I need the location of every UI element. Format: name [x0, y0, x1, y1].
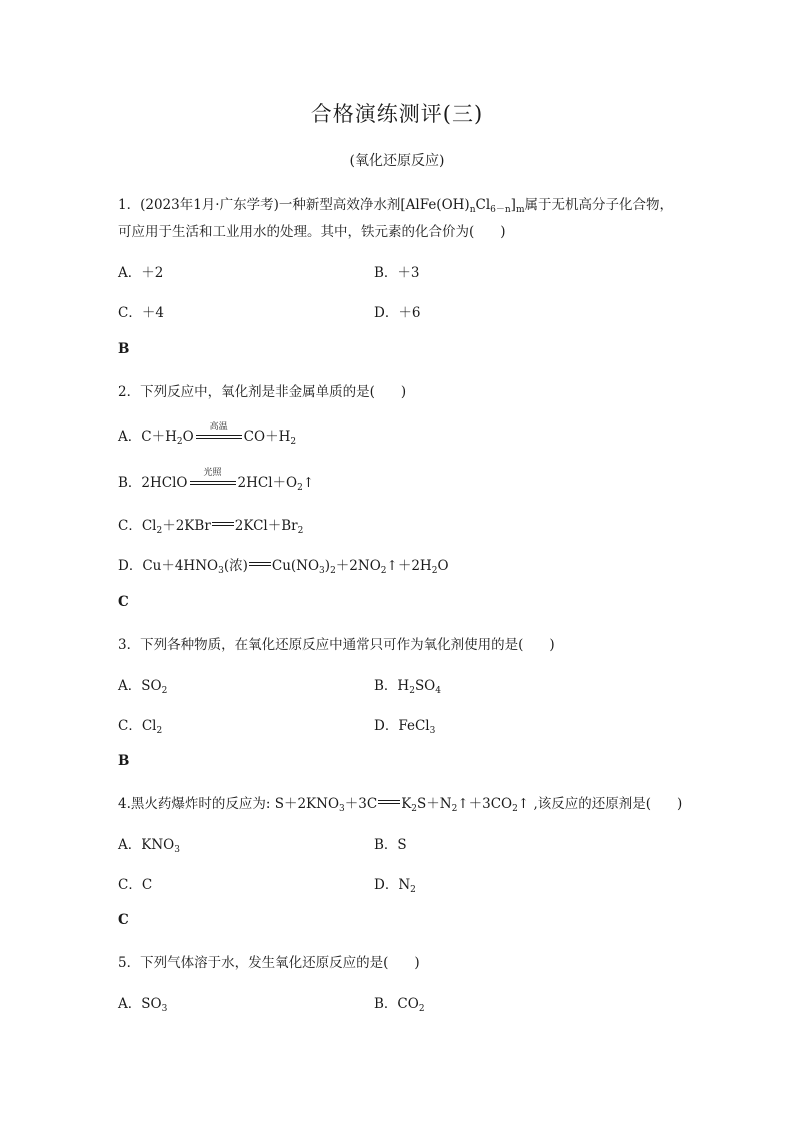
q4-option-a[interactable]: A．$KNO_3$: [118, 837, 180, 855]
q4-answer: C: [118, 912, 129, 928]
q3-stem: 3．下列各种物质，在氧化还原反应中通常只可作为氧化剂使用的是( ): [118, 637, 555, 653]
equals-sign: [249, 558, 271, 570]
q2-option-a[interactable]: A．$C+H_2O$ 高温 $CO+H_2$: [118, 422, 297, 447]
q2-option-c[interactable]: C．$Cl_2+2KBr$ $2KCl+Br_2$: [118, 518, 304, 536]
reaction-condition-arrow: 高温: [196, 427, 242, 443]
q1-option-b[interactable]: B．＋3: [374, 265, 420, 281]
q5-stem: 5．下列气体溶于水，发生氧化还原反应的是( ): [118, 955, 420, 971]
q1-option-c[interactable]: C．＋4: [118, 305, 164, 321]
q5-option-a[interactable]: A．$SO_3$: [118, 996, 168, 1014]
q2-stem: 2．下列反应中，氧化剂是非金属单质的是( ): [118, 384, 407, 400]
q1-stem-line1: 1．(2023年1月·广东学考)一种新型高效净水剂$[AlFe(OH)_nCl_{6-n}]_m$属于无机高分子化合物，: [118, 197, 673, 215]
equals-sign: [212, 518, 234, 530]
q4-option-b[interactable]: B．S: [374, 837, 407, 853]
q1-answer: B: [118, 341, 130, 357]
q1-option-a[interactable]: A．＋2: [118, 265, 164, 281]
q3-option-d[interactable]: D．FeCl$_3$: [374, 718, 436, 736]
q2-option-d[interactable]: D．$Cu+4HNO_3$(浓) $Cu(NO_3)_2+2NO_2↑+2H_2O$: [118, 558, 449, 576]
q1-option-d[interactable]: D．＋6: [374, 305, 421, 321]
reaction-condition-arrow: 光照: [190, 473, 236, 489]
q3-option-a[interactable]: A．$SO_2$: [118, 678, 168, 696]
q3-option-c[interactable]: C．$Cl_2$: [118, 718, 163, 736]
page-title: 合格演练测评(三): [310, 102, 484, 126]
q4-option-d[interactable]: D．$N_2$: [374, 877, 416, 895]
q1-stem-line2: 可应用于生活和工业用水的处理。其中，铁元素的化合价为( ): [118, 224, 506, 240]
q4-stem: 4.黑火药爆炸时的反应为: $S+2KNO_3+3C$ $K_2S+N_2↑+3CO_2↑$ ,该反应的还原剂是( ): [118, 796, 683, 814]
equals-sign: [378, 796, 400, 808]
q5-option-b[interactable]: B．$CO_2$: [374, 996, 425, 1014]
q3-answer: B: [118, 753, 130, 769]
q4-option-c[interactable]: C．C: [118, 877, 153, 893]
q3-option-b[interactable]: B．$H_2SO_4$: [374, 678, 441, 696]
q2-answer: C: [118, 594, 129, 610]
q2-option-b[interactable]: B．2HClO 光照 $2HCl+O_2↑$: [118, 468, 315, 493]
page-subtitle: (氧化还原反应): [349, 153, 445, 169]
